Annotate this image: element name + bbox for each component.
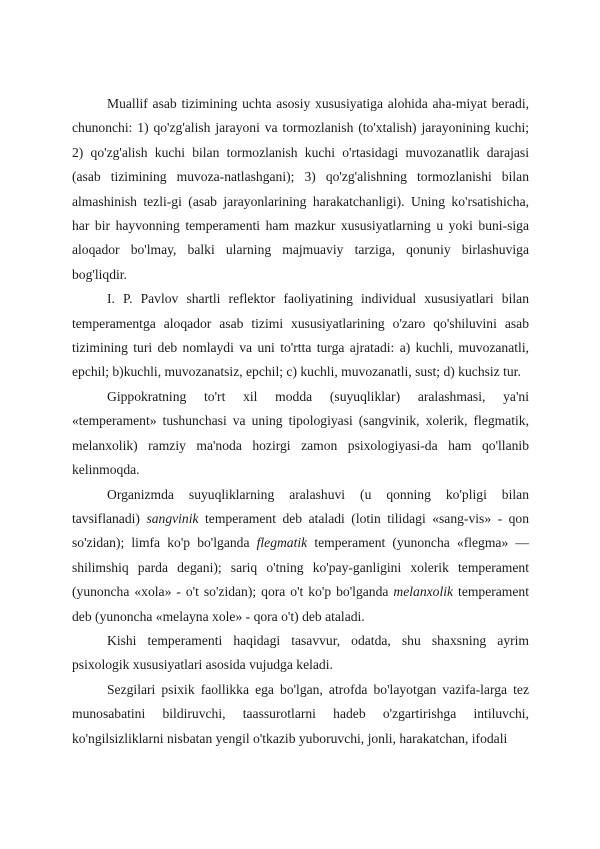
- paragraph-hippocrates: [72, 385, 529, 483]
- paragraph-temperament-idea: [72, 629, 529, 678]
- paragraph-nervous-system-properties: [72, 92, 529, 287]
- paragraph-text: Gippokratning to'rt xil modda (suyuqliklar) aralashmasi, ya'ni «temperament» tushunchasi va uning tipologiyasi (sangvinik, xolerik, flegmatik, melanxolik) ramziy ma'noda hozirgi zamon psixologiyasi-da ham qo'llanib kelinmoqda.: [72, 388, 529, 478]
- document-page: [72, 92, 529, 751]
- paragraph-text: temperament deb (yunoncha «melayna xole» - qora o't) deb ataladi.: [72, 584, 529, 624]
- paragraph-pavlov-types: [72, 287, 529, 385]
- paragraph-sanguine-description: [72, 678, 529, 751]
- paragraph-text: Kishi temperamenti haqidagi tasavvur, odatda, shu shaxsning ayrim psixologik xususiyatlari asosida vujudga keladi.: [72, 632, 529, 673]
- paragraph-text: temperament (yunoncha «flegma» — shilimshiq parda degani); sariq o'tning ko'pay-ganligini xolerik temperament (yunoncha «xola» - o't so'zidan); qora o't ko'p bo'lganda: [72, 535, 529, 600]
- paragraph-text: Organizmda suyuqliklarning aralashuvi (u qonning ko'pligi bilan tavsiflanadi): [72, 486, 529, 526]
- term-flegmatik: flegmatik: [256, 535, 308, 551]
- paragraph-temperament-definitions: [72, 483, 529, 629]
- paragraph-text: I. P. Pavlov shartli reflektor faoliyatining individual xususiyatlari bilan temperamentga aloqador asab tizimi xususiyatlarining o'zaro qo'shiluvini asab tizimining turi deb nomlaydi va uni to'rtta turga ajratadi: a) kuchli, muvozanatli, epchil; b)kuchli, muvozanatsiz, epchil; c) kuchli, muvozanatli, sust; d) kuchsiz tur.: [72, 291, 529, 380]
- paragraph-text: Muallif asab tizimining uchta asosiy xususiyatiga alohida aha-miyat beradi, chunonchi: 1) qo'zg'alish jarayoni va tormozlanish (to'xtalish) jarayonining kuchi; 2) qo'zg'alish kuchi bilan tormozlanish kuchi o'rtasidagi muvozanatlik darajasi (asab tizimining muvoza-natlashgani); 3) qo'zg'alishning tormozlanishi bilan almashinish tezli-gi (asab jarayonlarining harakatchanligi). Uning ko'rsatishicha, har bir hayvonning temperamenti ham mazkur xususiyatlarning u yoki buni-siga aloqador bo'lmay, balki ularning majmuaviy tarziga, qonuniy birlashuviga bog'liqdir.: [72, 96, 529, 282]
- term-melanxolik: melanxolik: [393, 584, 454, 600]
- paragraph-text: Sezgilari psixik faollikka ega bo'lgan, atrofda bo'layotgan vazifa-larga tez munosabatini bildiruvchi, taassurotlarni hadeb o'zgartirishga intiluvchi, ko'ngilsizliklarni nisbatan yengil o'tkazib yuboruvchi, jonli, harakatchan, ifodali: [72, 681, 529, 746]
- paragraph-text: temperament deb ataladi (lotin tilidagi «sang-vis» - qon so'zidan); limfa ko'p bo'lganda: [72, 510, 530, 551]
- term-sangvinik: sangvinik: [146, 510, 199, 526]
